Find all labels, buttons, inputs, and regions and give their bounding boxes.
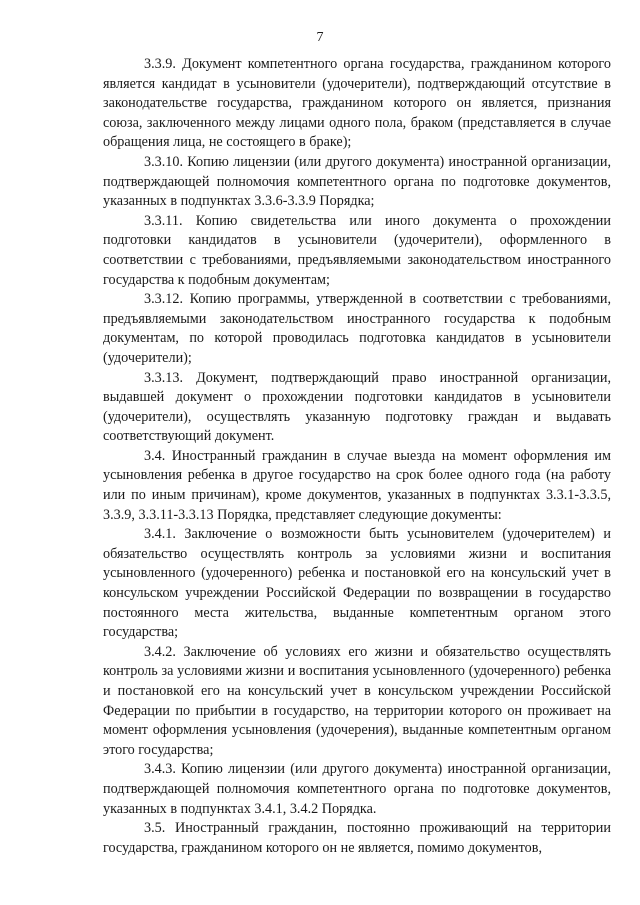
paragraph-3-3-10: 3.3.10. Копию лицензии (или другого документа) иностранной организации, подтверждающей полномочия компетентного органа по подготовке документов, указанных в подпунктах 3.3.6-3.3.9 Порядка; [103,153,611,210]
paragraph-3-4: 3.4. Иностранный гражданин в случае выезда на момент оформления им усыновления ребенка в другое государство на срок более одного года (на работу или по иным причинам), кроме документов, указанных в подпунктах 3.3.1-3.3.5, 3.3.9, 3.3.11-3.3.13 Порядка, представляет следующие документы: [103,447,611,523]
paragraph-3-4-3: 3.4.3. Копию лицензии (или другого документа) иностранной организации, подтверждающей полномочия компетентного органа по подготовке документов, указанных в подпунктах 3.4.1, 3.4.2 Порядка. [103,761,611,817]
paragraph-3-4-2: 3.4.2. Заключение об условиях его жизни и обязательство осуществлять контроль за условиями жизни и воспитания усыновленного (удочеренного) ребенка и постановкой его на консульский учет в консульском учреждении Российской Федерации по прибытии в государство, на территории которого он проживает на момент оформления усыновления (удочерения), выданные компетентным органом этого государства; [103,643,611,758]
document-body [103,55,611,858]
paragraph-3-5: 3.5. Иностранный гражданин, постоянно проживающий на территории государства, гражданином которого он не является, помимо документов, [103,820,611,856]
paragraph-3-3-12: 3.3.12. Копию программы, утвержденной в соответствии с требованиями, предъявляемыми законодательством иностранного государства к подобным документам, по которой проводилась подготовка кандидатов в усыновители (удочерители); [103,291,611,366]
paragraph-3-4-1: 3.4.1. Заключение о возможности быть усыновителем (удочерителем) и обязательство осуществлять контроль за условиями жизни и воспитания усыновленного (удочеренного) ребенка и постановкой его на консульский учет в консульском учреждении Российской Федерации по возвращении в государство постоянного места жительства, выданные компетентным органом этого государства; [103,526,611,641]
page-number: 7 [316,30,324,45]
paragraph-3-3-11: 3.3.11. Копию свидетельства или иного документа о прохождении подготовки кандидатов в усыновители (удочерители), оформленного в соответствии с требованиями, предъявляемыми законодательством иностранного государства к подобным документам; [103,212,611,288]
paragraph-3-3-9: 3.3.9. Документ компетентного органа государства, гражданином которого является кандидат в усыновители (удочерители), подтверждающий отсутствие в законодательстве государства, гражданином которого он является, признания союза, заключенного между лицами одного пола, браком (представляется в случае обращения лица, не состоящего в браке); [103,56,611,151]
paragraph-3-3-13: 3.3.13. Документ, подтверждающий право иностранной организации, выдавшей документ о прохождении подготовки кандидатов в усыновители (удочерители), осуществлять указанную подготовку граждан и выдавать соответствующий документ. [103,369,611,445]
